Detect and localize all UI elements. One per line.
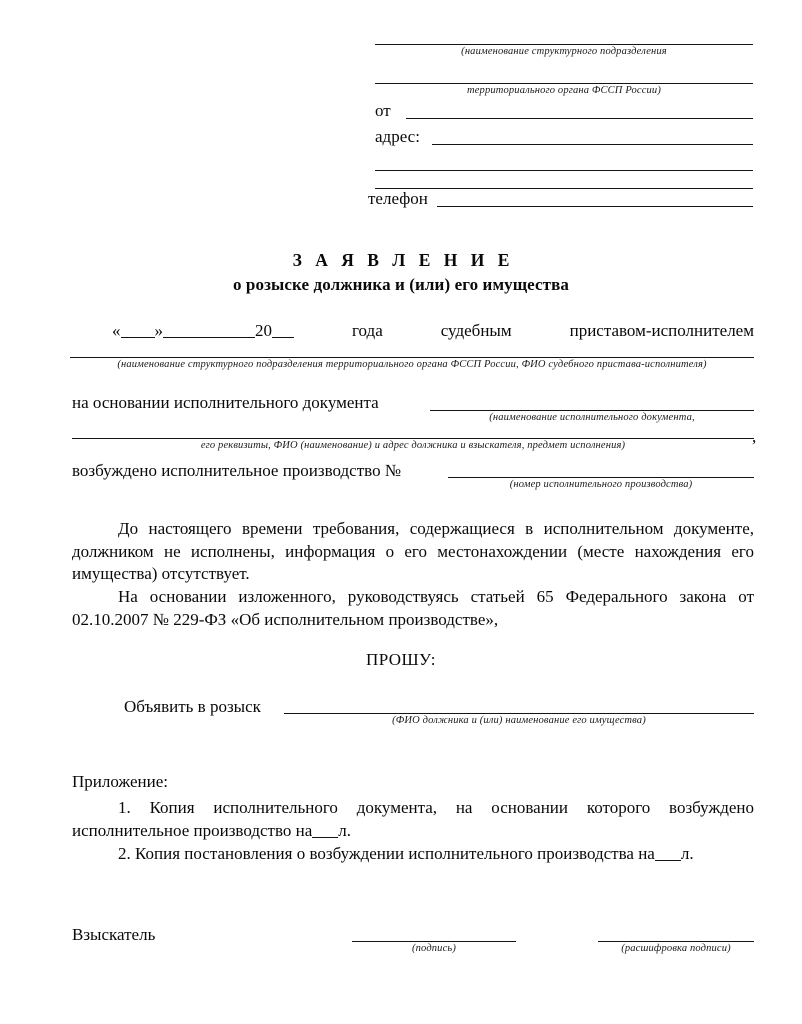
field-attachment-2-pages[interactable] — [655, 847, 681, 861]
attachment-item-1-text-a: 1. Копия исполнительного документа, на основании которого возбуждено исполнительное производство на — [72, 798, 754, 840]
field-attachment-1-pages[interactable] — [312, 824, 338, 838]
attachment-item-1-text-b: л. — [338, 820, 352, 840]
date-fields — [112, 320, 294, 342]
attachment-item-2 — [72, 843, 754, 866]
caption-org-unit: (наименование структурного подразделения — [461, 46, 667, 57]
caption-signature: (подпись) — [412, 943, 456, 954]
field-year[interactable] — [272, 323, 294, 338]
request-heading: ПРОШУ: — [366, 650, 436, 669]
word-bailiff: судебным — [440, 321, 512, 340]
label-claimant: Взыскатель — [72, 925, 156, 944]
field-address-line-3[interactable] — [375, 188, 753, 189]
attachment-item-1 — [72, 797, 754, 842]
label-basis-document: на основании исполнительного документа — [72, 393, 379, 412]
caption-territorial-body: территориального органа ФССП России) — [467, 85, 661, 96]
quote-open: « — [112, 321, 121, 340]
label-phone: телефон — [368, 189, 428, 208]
word-executor: приставом-исполнителем — [569, 321, 754, 340]
label-declare-search: Объявить в розыск — [124, 697, 261, 716]
caption-document-requisites: его реквизиты, ФИО (наименование) и адрес должника и взыскателя, предмет исполнения) — [200, 440, 626, 451]
field-day[interactable] — [121, 323, 155, 338]
caption-declare-search-target: (ФИО должника и (или) наименование его имущества) — [392, 715, 646, 726]
field-month[interactable] — [163, 323, 255, 338]
attachment-item-2-text-b: л. — [680, 844, 694, 863]
paragraph-legal-basis: На основании изложенного, руководствуясь статьей 65 Федерального закона от 02.10.2007 № 229-ФЗ «Об исполнительном производстве», — [72, 587, 754, 629]
label-from: от — [375, 101, 391, 120]
caption-bailiff-name: (наименование структурного подразделения территориального органа ФССП России, ФИО судебного пристава-исполнителя) — [117, 359, 707, 370]
page-subtitle: о розыске должника и (или) его имущества — [232, 275, 570, 294]
trailing-comma: , — [752, 427, 757, 446]
label-address: адрес: — [375, 127, 420, 146]
label-proceeding-number: возбуждено исполнительное производство № — [72, 461, 402, 480]
field-address-line-1[interactable] — [432, 144, 753, 145]
field-phone[interactable] — [437, 206, 753, 207]
quote-close: » — [154, 321, 163, 340]
caption-proceeding-number: (номер исполнительного производства) — [509, 479, 693, 490]
field-address-line-2[interactable] — [375, 170, 753, 171]
attachments-heading: Приложение: — [72, 772, 168, 791]
caption-signature-transcript: (расшифровка подписи) — [621, 943, 731, 954]
paragraph-status: До настоящего времени требования, содержащиеся в исполнительном документе, должником не исполнены, информация о его местонахождении (месте нахождения его имущества) отсутствует. — [72, 519, 754, 583]
year-prefix: 20 — [255, 321, 272, 340]
field-from[interactable] — [406, 118, 753, 119]
caption-document-name: (наименование исполнительного документа, — [489, 412, 695, 423]
word-year: года — [351, 321, 383, 340]
date-and-bailiff-line — [72, 320, 754, 342]
page-title: З А Я В Л Е Н И Е — [292, 250, 514, 270]
attachment-item-2-text-a: 2. Копия постановления о возбуждении исполнительного производства на — [118, 844, 655, 863]
